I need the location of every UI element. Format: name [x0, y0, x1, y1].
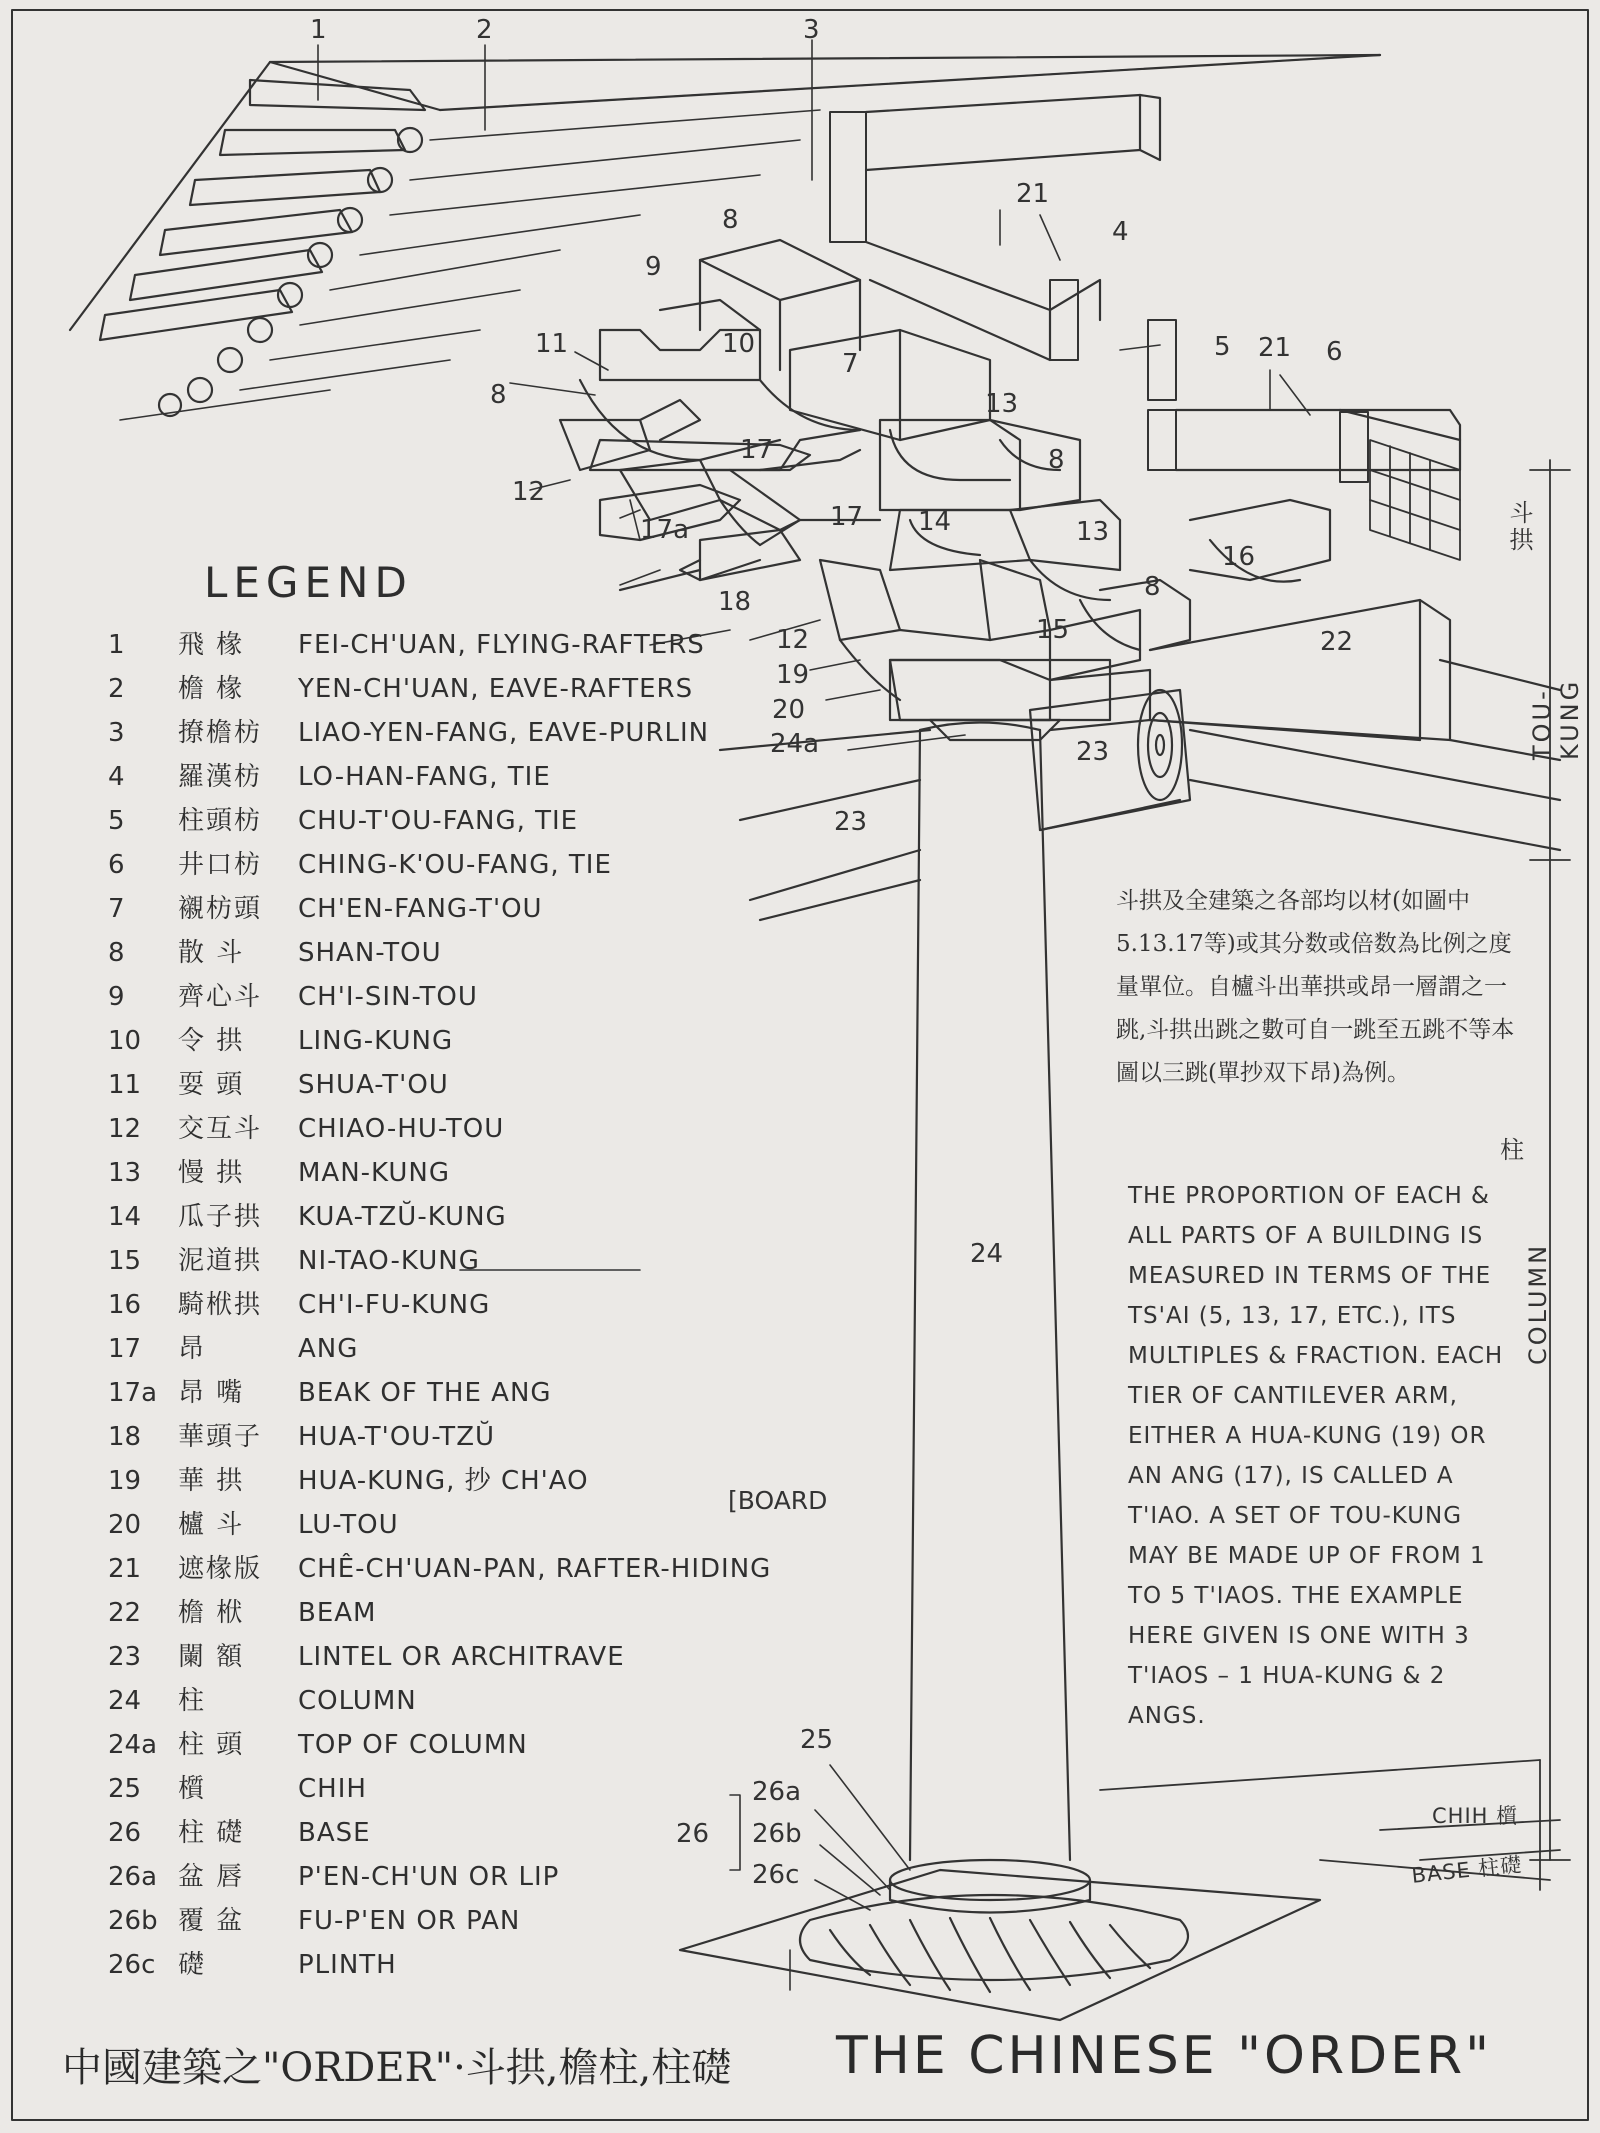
legend-item-chinese: 井口枋	[178, 850, 263, 880]
legend-item-number: 14	[108, 1202, 142, 1232]
callout-15: 15	[1036, 615, 1070, 645]
legend-item-number: 5	[108, 806, 125, 836]
legend-item-english: CHIAO-HU-TOU	[298, 1114, 505, 1144]
legend-item	[108, 932, 442, 972]
legend-item-english: BASE	[298, 1818, 371, 1848]
callout-17a: 17a	[640, 515, 690, 545]
legend-item-chinese: 昂 嘴	[178, 1378, 245, 1408]
legend-item-english: CHIH	[298, 1774, 367, 1804]
legend-item	[108, 1592, 376, 1632]
callout-8-middle: 8	[1048, 445, 1065, 475]
callout-3: 3	[803, 15, 820, 45]
legend-item-number: 26b	[108, 1906, 158, 1936]
callout-20: 20	[772, 695, 806, 725]
legend-item-english: COLUMN	[298, 1686, 417, 1716]
callout-7: 7	[842, 349, 859, 379]
legend-item	[108, 1680, 417, 1720]
legend-item-chinese: 覆 盆	[178, 1906, 245, 1936]
legend-item	[108, 756, 551, 796]
callout-13-top: 13	[985, 389, 1019, 419]
legend-item-english: KUA-TZŬ-KUNG	[298, 1202, 507, 1232]
legend-item	[108, 624, 705, 664]
side-label-chih: CHIH 櫍	[1432, 1804, 1519, 1828]
legend-item-chinese: 櫨 斗	[178, 1510, 245, 1540]
legend-item-chinese: 華頭子	[178, 1422, 263, 1452]
legend-item-english: ANG	[298, 1334, 359, 1364]
callout-21-top: 21	[1016, 179, 1050, 209]
legend-item-english: P'EN-CH'UN OR LIP	[298, 1862, 560, 1892]
legend-item-english: BEAK OF THE ANG	[298, 1378, 552, 1408]
callout-23-right: 23	[1076, 737, 1110, 767]
legend-item-number: 23	[108, 1642, 142, 1672]
legend-item-number: 8	[108, 938, 125, 968]
legend-item-english: BEAM	[298, 1598, 377, 1628]
callout-8-right: 8	[1144, 572, 1161, 602]
legend-item-number: 11	[108, 1070, 142, 1100]
legend-item-chinese: 柱 礎	[178, 1818, 245, 1848]
legend-item	[108, 1328, 358, 1368]
callout-17-upper: 17	[740, 435, 774, 465]
legend-item-english: CH'EN-FANG-T'OU	[298, 894, 543, 924]
callout-26a: 26a	[752, 1777, 802, 1807]
callout-1: 1	[310, 15, 327, 45]
legend-item-english: CH'I-FU-KUNG	[298, 1290, 491, 1320]
callout-6: 6	[1326, 337, 1343, 367]
legend-item-english: HUA-T'OU-TZŬ	[298, 1422, 496, 1452]
legend-item-english: SHAN-TOU	[298, 938, 442, 968]
legend-item-chinese: 飛 椽	[178, 630, 245, 660]
legend-item-chinese: 泥道拱	[178, 1246, 263, 1276]
legend-item-english: NI-TAO-KUNG	[298, 1246, 480, 1276]
legend-item-number: 21	[108, 1554, 142, 1584]
legend-item-chinese: 盆 唇	[178, 1862, 245, 1892]
side-label-base: BASE 柱礎	[1410, 1852, 1524, 1888]
footer-chinese-title: 中國建築之"ORDER"·斗拱,檐柱,柱礎	[62, 2045, 732, 2091]
legend-item-english: CH'I-SIN-TOU	[298, 982, 478, 1012]
legend-item	[108, 1856, 559, 1896]
legend-item-chinese: 昂	[178, 1334, 207, 1364]
legend-item-number: 13	[108, 1158, 142, 1188]
callout-12-bottom: 12	[776, 625, 810, 655]
legend-item-english: CHING-K'OU-FANG, TIE	[298, 850, 612, 880]
callout-21-right: 21	[1258, 333, 1292, 363]
legend-item-number: 24a	[108, 1730, 158, 1760]
legend-item-number: 2	[108, 674, 125, 704]
legend-item-chinese: 耍 頭	[178, 1070, 245, 1100]
legend-item	[108, 1284, 490, 1324]
callout-25: 25	[800, 1725, 834, 1755]
side-label-tou-kung-zh: 斗拱	[1505, 500, 1533, 554]
legend-item	[108, 1240, 480, 1280]
legend-item-number: 9	[108, 982, 125, 1012]
legend-item-chinese: 檐 栿	[178, 1598, 245, 1628]
legend-item-english: LINTEL OR ARCHITRAVE	[298, 1642, 625, 1672]
legend-board-note: [BOARD	[728, 1486, 828, 1515]
callout-8-top: 8	[722, 205, 739, 235]
lattice-ceiling	[1370, 440, 1460, 560]
legend-item-chinese: 華 拱	[178, 1466, 245, 1496]
legend-item-english: CHÊ-CH'UAN-PAN, RAFTER-HIDING	[298, 1554, 772, 1584]
callout-18: 18	[718, 587, 752, 617]
legend-item-english: TOP OF COLUMN	[298, 1730, 528, 1760]
english-note: THE PROPORTION OF EACH & ALL PARTS OF A BUILDING IS MEASURED IN TERMS OF THE TS'AI (5, 13, 17, ETC.), ITS MULTIPLES & FRACTION. EACH TIER OF CANTILEVER ARM, EITHER A HUA-KUNG (19) OR AN ANG (17), IS CALLED A T'IAO. A SET OF TOU-KUNG MAY BE MADE UP OF FROM 1 TO 5 T'IAOS. THE EXAMPLE HERE GIVEN IS ONE WITH 3 T'IAOS – 1 HUA-KUNG & 2 ANGS.	[1128, 1183, 1504, 1729]
legend-item-chinese: 闌 額	[178, 1642, 245, 1672]
legend-item	[108, 1768, 367, 1808]
legend-item-english: CHU-T'OU-FANG, TIE	[298, 806, 579, 836]
legend-item-number: 26c	[108, 1950, 156, 1980]
legend-item-number: 17	[108, 1334, 142, 1364]
column-shaft	[910, 723, 1070, 1861]
legend-item	[108, 1152, 450, 1192]
callout-9: 9	[645, 252, 662, 282]
legend-item	[108, 1416, 495, 1456]
legend-item	[108, 668, 693, 708]
callout-2: 2	[476, 15, 493, 45]
legend-item	[108, 1372, 552, 1412]
legend-item-number: 25	[108, 1774, 142, 1804]
legend-item	[108, 1460, 589, 1500]
legend-item-chinese: 交互斗	[178, 1114, 263, 1144]
legend-item-chinese: 齊心斗	[178, 982, 263, 1012]
legend-item-number: 3	[108, 718, 125, 748]
legend-item	[108, 1900, 520, 1940]
legend-item-english: LU-TOU	[298, 1510, 399, 1540]
legend-item-english: PLINTH	[298, 1950, 397, 1980]
legend-item	[108, 1504, 399, 1544]
legend-item	[108, 1548, 771, 1588]
side-label-column-zh: 柱	[1500, 1136, 1527, 1164]
legend-item	[108, 1020, 453, 1060]
callout-4: 4	[1112, 217, 1129, 247]
callout-5: 5	[1214, 332, 1231, 362]
legend-item-chinese: 襯枋頭	[178, 894, 263, 924]
legend-item	[108, 844, 612, 884]
legend-item-chinese: 散 斗	[178, 938, 245, 968]
legend-item-english: LIAO-YEN-FANG, EAVE-PURLIN	[298, 718, 710, 748]
callout-10: 10	[722, 329, 756, 359]
legend-item-chinese: 騎栿拱	[178, 1290, 263, 1320]
purlins-and-ties	[830, 95, 1460, 482]
legend-item-number: 6	[108, 850, 125, 880]
callout-11: 11	[535, 329, 569, 359]
legend-item-chinese: 瓜子拱	[178, 1202, 263, 1232]
legend-item	[108, 712, 709, 752]
tou-kung-bracket-set	[560, 240, 1450, 740]
callout-26b: 26b	[752, 1819, 802, 1849]
ang-arms	[590, 440, 810, 590]
legend-item-chinese: 礎	[178, 1950, 207, 1980]
legend-item-chinese: 遮椽版	[178, 1554, 263, 1584]
side-label-column: COLUMN	[1524, 1242, 1552, 1365]
callout-19: 19	[776, 660, 810, 690]
legend-item-number: 7	[108, 894, 125, 924]
legend-item-english: FEI-CH'UAN, FLYING-RAFTERS	[298, 630, 705, 660]
legend-item	[108, 1944, 397, 1984]
callout-26: 26	[676, 1819, 710, 1849]
legend-item-number: 12	[108, 1114, 142, 1144]
legend-item-number: 19	[108, 1466, 142, 1496]
legend-item	[108, 976, 478, 1016]
callout-22: 22	[1320, 627, 1354, 657]
legend-item	[108, 800, 578, 840]
callout-13-bottom: 13	[1076, 517, 1110, 547]
legend-item-chinese: 柱頭枋	[178, 806, 263, 836]
legend-item-english: YEN-CH'UAN, EAVE-RAFTERS	[298, 674, 694, 704]
legend-item-chinese: 柱	[178, 1686, 207, 1716]
legend-item-chinese: 檐 椽	[178, 674, 245, 704]
legend-item-english: HUA-KUNG, 抄 CH'AO	[298, 1466, 589, 1496]
legend-item	[108, 888, 543, 928]
legend-item-number: 1	[108, 630, 125, 660]
callout-8-left: 8	[490, 380, 507, 410]
legend-item-number: 4	[108, 762, 125, 792]
legend-item-chinese: 柱 頭	[178, 1730, 245, 1760]
legend-item-english: SHUA-T'OU	[298, 1070, 449, 1100]
footer-english-title: THE CHINESE "ORDER"	[836, 2026, 1493, 2086]
legend-item-number: 26	[108, 1818, 142, 1848]
legend-item-number: 26a	[108, 1862, 158, 1892]
legend-item-number: 10	[108, 1026, 142, 1056]
legend-title: LEGEND	[204, 558, 413, 607]
legend-item	[108, 1724, 528, 1764]
chinese-note: 斗拱及全建築之各部均以材(如圖中5.13.17等)或其分数或倍数為比例之度量單位。自櫨斗出華拱或昂一層謂之一跳,斗拱出跳之數可自一跳至五跳不等本圖以三跳(單抄双下昂)為例。	[1116, 888, 1515, 1086]
legend-item-english: LO-HAN-FANG, TIE	[298, 762, 551, 792]
legend-item-english: LING-KUNG	[298, 1026, 454, 1056]
legend-item	[108, 1108, 504, 1148]
legend-item-chinese: 慢 拱	[178, 1158, 245, 1188]
callout-26c: 26c	[752, 1860, 800, 1890]
callout-16: 16	[1222, 542, 1256, 572]
legend-item	[108, 1812, 371, 1852]
legend-item	[108, 1636, 625, 1676]
legend-item-number: 20	[108, 1510, 142, 1540]
callout-14: 14	[918, 507, 952, 537]
legend-item-chinese: 羅漢枋	[178, 762, 263, 792]
legend-item-number: 17a	[108, 1378, 158, 1408]
callout-24: 24	[970, 1239, 1004, 1269]
legend-item-chinese: 撩檐枋	[178, 718, 263, 748]
legend-item-chinese: 令 拱	[178, 1026, 245, 1056]
legend-item	[108, 1196, 507, 1236]
callout-17-lower: 17	[830, 502, 864, 532]
legend-item-chinese: 櫍	[178, 1774, 207, 1804]
callout-23-left: 23	[834, 807, 868, 837]
legend-item-english: MAN-KUNG	[298, 1158, 451, 1188]
legend-item-number: 18	[108, 1422, 142, 1452]
legend-item-english: FU-P'EN OR PAN	[298, 1906, 521, 1936]
legend-item-number: 16	[108, 1290, 142, 1320]
legend-item-number: 15	[108, 1246, 142, 1276]
legend-item	[108, 1064, 449, 1104]
callout-12-top: 12	[512, 477, 546, 507]
side-label-tou-kung: TOU-KUNG	[1528, 678, 1584, 760]
callout-24a: 24a	[770, 729, 820, 759]
legend-item-number: 22	[108, 1598, 142, 1628]
roof-rafters	[70, 55, 1380, 416]
legend-item-number: 24	[108, 1686, 142, 1716]
